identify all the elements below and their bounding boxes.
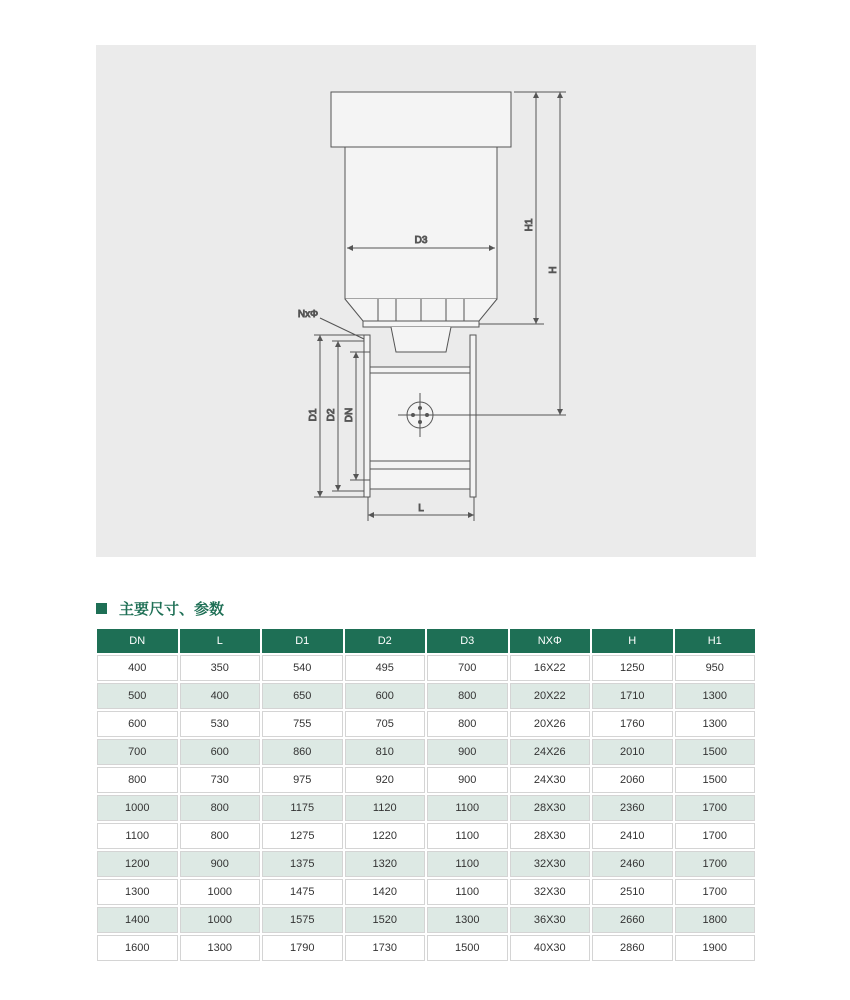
table-cell: 350	[180, 655, 261, 681]
label-h: H	[548, 266, 559, 274]
table-cell: 1000	[97, 795, 178, 821]
table-cell: 900	[180, 851, 261, 877]
valve-dimension-drawing	[96, 45, 756, 557]
table-cell: 28X30	[510, 823, 591, 849]
table-cell: 500	[97, 683, 178, 709]
actuator-body	[345, 147, 497, 299]
column-header: D1	[262, 629, 343, 653]
column-header: NXΦ	[510, 629, 591, 653]
table-cell: 540	[262, 655, 343, 681]
table-cell: 1300	[427, 907, 508, 933]
table-cell: 800	[180, 795, 261, 821]
table-cell: 1375	[262, 851, 343, 877]
table-cell: 600	[345, 683, 426, 709]
table-row	[97, 823, 755, 849]
table-cell: 650	[262, 683, 343, 709]
table-cell: 1760	[592, 711, 673, 737]
table-header-row	[97, 629, 755, 653]
column-header: H1	[675, 629, 756, 653]
table-row	[97, 711, 755, 737]
label-d1: D1	[308, 408, 319, 422]
table-cell: 1000	[180, 879, 261, 905]
label-nxphi: NxΦ	[297, 309, 319, 320]
table-cell: 2660	[592, 907, 673, 933]
column-header: H	[592, 629, 673, 653]
table-cell: 400	[97, 655, 178, 681]
table-cell: 2060	[592, 767, 673, 793]
nxphi-leader	[320, 318, 364, 339]
table-cell: 900	[427, 739, 508, 765]
column-header: DN	[97, 629, 178, 653]
table-cell: 24X30	[510, 767, 591, 793]
table-cell: 1300	[675, 711, 756, 737]
table-cell: 1500	[675, 739, 756, 765]
table-cell: 1800	[675, 907, 756, 933]
table-row	[97, 935, 755, 961]
table-cell: 1520	[345, 907, 426, 933]
table-row	[97, 655, 755, 681]
table-cell: 32X30	[510, 851, 591, 877]
table-row	[97, 879, 755, 905]
table-cell: 16X22	[510, 655, 591, 681]
table-cell: 1420	[345, 879, 426, 905]
table-cell: 700	[427, 655, 508, 681]
table-cell: 1300	[675, 683, 756, 709]
table-cell: 32X30	[510, 879, 591, 905]
table-cell: 600	[97, 711, 178, 737]
table-cell: 2410	[592, 823, 673, 849]
table-cell: 1300	[180, 935, 261, 961]
table-cell: 1700	[675, 823, 756, 849]
table-cell: 920	[345, 767, 426, 793]
table-cell: 2360	[592, 795, 673, 821]
table-cell: 36X30	[510, 907, 591, 933]
label-d2: D2	[326, 408, 337, 422]
neck	[391, 327, 451, 352]
column-header: L	[180, 629, 261, 653]
table-cell: 800	[427, 683, 508, 709]
table-cell: 800	[427, 711, 508, 737]
table-row	[97, 851, 755, 877]
table-row	[97, 683, 755, 709]
table-cell: 1730	[345, 935, 426, 961]
square-bullet-icon	[96, 603, 107, 614]
left-flange	[364, 335, 370, 497]
table-cell: 1790	[262, 935, 343, 961]
table-cell: 1300	[97, 879, 178, 905]
actuator-cap	[331, 92, 511, 147]
table-cell: 1100	[97, 823, 178, 849]
table-cell: 800	[180, 823, 261, 849]
section-heading	[96, 598, 224, 618]
table-cell: 1100	[427, 795, 508, 821]
table-cell: 800	[97, 767, 178, 793]
table-cell: 2860	[592, 935, 673, 961]
table-cell: 1100	[427, 823, 508, 849]
table-cell: 1700	[675, 851, 756, 877]
table-cell: 1220	[345, 823, 426, 849]
table-cell: 20X22	[510, 683, 591, 709]
spec-table	[95, 627, 757, 963]
table-row	[97, 739, 755, 765]
table-cell: 1175	[262, 795, 343, 821]
table-cell: 950	[675, 655, 756, 681]
table-cell: 2510	[592, 879, 673, 905]
top-flange-plate	[363, 321, 479, 327]
table-cell: 600	[180, 739, 261, 765]
table-cell: 700	[97, 739, 178, 765]
table-cell: 1600	[97, 935, 178, 961]
table-cell: 1700	[675, 795, 756, 821]
label-d3: D3	[414, 235, 428, 246]
label-dn: DN	[344, 407, 355, 423]
table-cell: 1250	[592, 655, 673, 681]
table-cell: 1200	[97, 851, 178, 877]
label-h1: H1	[524, 218, 535, 232]
technical-drawing-panel	[96, 45, 756, 557]
table-cell: 1100	[427, 879, 508, 905]
table-cell: 28X30	[510, 795, 591, 821]
table-row	[97, 907, 755, 933]
table-cell: 1475	[262, 879, 343, 905]
column-header: D2	[345, 629, 426, 653]
table-cell: 1710	[592, 683, 673, 709]
table-body	[97, 655, 755, 961]
table-cell: 2010	[592, 739, 673, 765]
right-flange	[470, 335, 476, 497]
column-header: D3	[427, 629, 508, 653]
table-cell: 1100	[427, 851, 508, 877]
table-cell: 1500	[427, 935, 508, 961]
table-cell: 860	[262, 739, 343, 765]
table-cell: 1120	[345, 795, 426, 821]
table-cell: 1000	[180, 907, 261, 933]
table-cell: 1900	[675, 935, 756, 961]
table-cell: 20X26	[510, 711, 591, 737]
table-cell: 975	[262, 767, 343, 793]
section-title: 主要尺寸、参数	[119, 599, 225, 618]
table-cell: 1700	[675, 879, 756, 905]
table-cell: 1275	[262, 823, 343, 849]
table-cell: 1400	[97, 907, 178, 933]
table-cell: 730	[180, 767, 261, 793]
table-cell: 530	[180, 711, 261, 737]
table-row	[97, 795, 755, 821]
table-cell: 810	[345, 739, 426, 765]
table-cell: 1500	[675, 767, 756, 793]
table-cell: 40X30	[510, 935, 591, 961]
table-cell: 2460	[592, 851, 673, 877]
table-cell: 900	[427, 767, 508, 793]
table-cell: 1575	[262, 907, 343, 933]
table-row	[97, 767, 755, 793]
table-cell: 495	[345, 655, 426, 681]
table-cell: 24X26	[510, 739, 591, 765]
table-cell: 1320	[345, 851, 426, 877]
table-cell: 755	[262, 711, 343, 737]
table-cell: 705	[345, 711, 426, 737]
table-cell: 400	[180, 683, 261, 709]
label-l: L	[418, 503, 424, 514]
